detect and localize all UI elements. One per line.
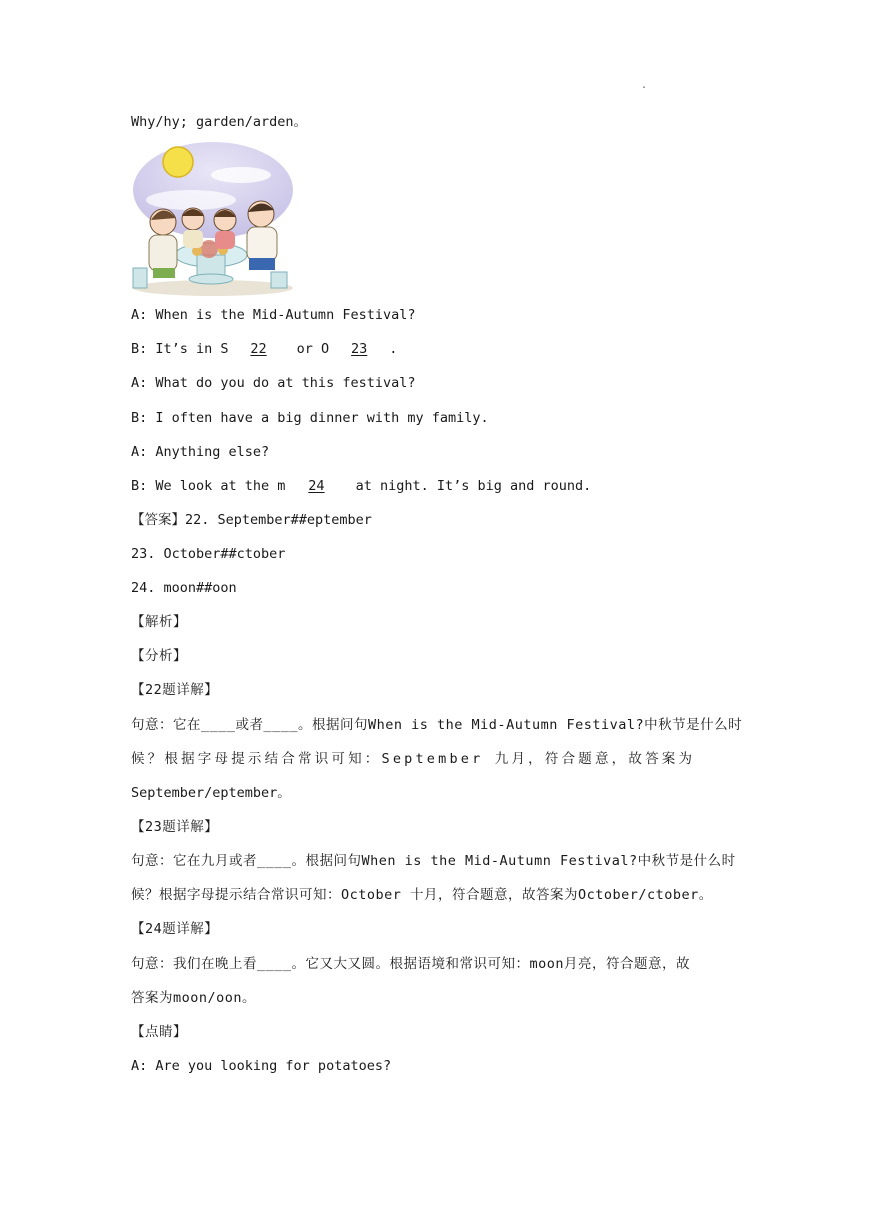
dialogue-line-6-start: B: We look at the m bbox=[131, 478, 286, 494]
dialogue-line-6 bbox=[131, 477, 741, 495]
q23-explanation-line-2: 候？根据字母提示结合常识可知：October 十月，符合题意，故答案为October/ctober。 bbox=[131, 887, 713, 903]
dianjing-heading: 【点睛】 bbox=[131, 1024, 187, 1040]
dialogue-line-2-mid: or O bbox=[288, 341, 330, 357]
header-mark: . bbox=[641, 80, 648, 91]
q22-heading: 【22题详解】 bbox=[131, 682, 219, 698]
blank-23: 23 bbox=[351, 341, 368, 357]
q24-heading: 【24题详解】 bbox=[131, 921, 219, 937]
q24-explanation-line-1: 句意：我们在晚上看____。它又大又圆。根据语境和常识可知：moon月亮，符合题意，故 bbox=[131, 956, 691, 972]
analysis-heading: 【解析】 bbox=[131, 614, 187, 630]
answer-24: 24. moon##oon bbox=[131, 580, 237, 596]
q23-heading: 【23题详解】 bbox=[131, 819, 219, 835]
blank-24: 24 bbox=[308, 478, 325, 494]
q23-explanation-line-1: 句意：它在九月或者____。根据问句When is the Mid-Autumn Festival?中秋节是什么时 bbox=[131, 853, 736, 869]
q22-explanation-line-2: 候？根据字母提示结合常识可知：September 九月，符合题意，故答案为 bbox=[131, 751, 696, 767]
final-dialogue-line: A: Are you looking for potatoes? bbox=[131, 1058, 392, 1074]
spelling-line: Why/hy; garden/arden。 bbox=[131, 114, 308, 130]
dialogue-line-3: A: What do you do at this festival? bbox=[131, 375, 416, 391]
dialogue-line-2-end: . bbox=[389, 341, 398, 357]
answer-23: 23. October##ctober bbox=[131, 546, 286, 562]
answer-22: 【答案】22. September##eptember bbox=[131, 512, 372, 528]
dialogue-line-1: A: When is the Mid-Autumn Festival? bbox=[131, 307, 416, 323]
dialogue-line-6-end: at night. It’s big and round. bbox=[347, 478, 592, 494]
q24-explanation-line-2: 答案为moon/oon。 bbox=[131, 990, 257, 1006]
dialogue-line-5: A: Anything else? bbox=[131, 444, 270, 460]
dialogue-line-2 bbox=[131, 340, 741, 358]
q22-explanation-line-3: September/eptember。 bbox=[131, 785, 291, 801]
blank-22: 22 bbox=[250, 341, 267, 357]
q22-explanation-line-1: 句意：它在____或者____。根据问句When is the Mid-Autumn Festival?中秋节是什么时 bbox=[131, 717, 743, 733]
dialogue-line-2-start: B: It’s in S bbox=[131, 341, 229, 357]
fenxi-heading: 【分析】 bbox=[131, 648, 187, 664]
mid-autumn-family-illustration bbox=[131, 140, 295, 296]
dialogue-line-4: B: I often have a big dinner with my family. bbox=[131, 410, 489, 426]
